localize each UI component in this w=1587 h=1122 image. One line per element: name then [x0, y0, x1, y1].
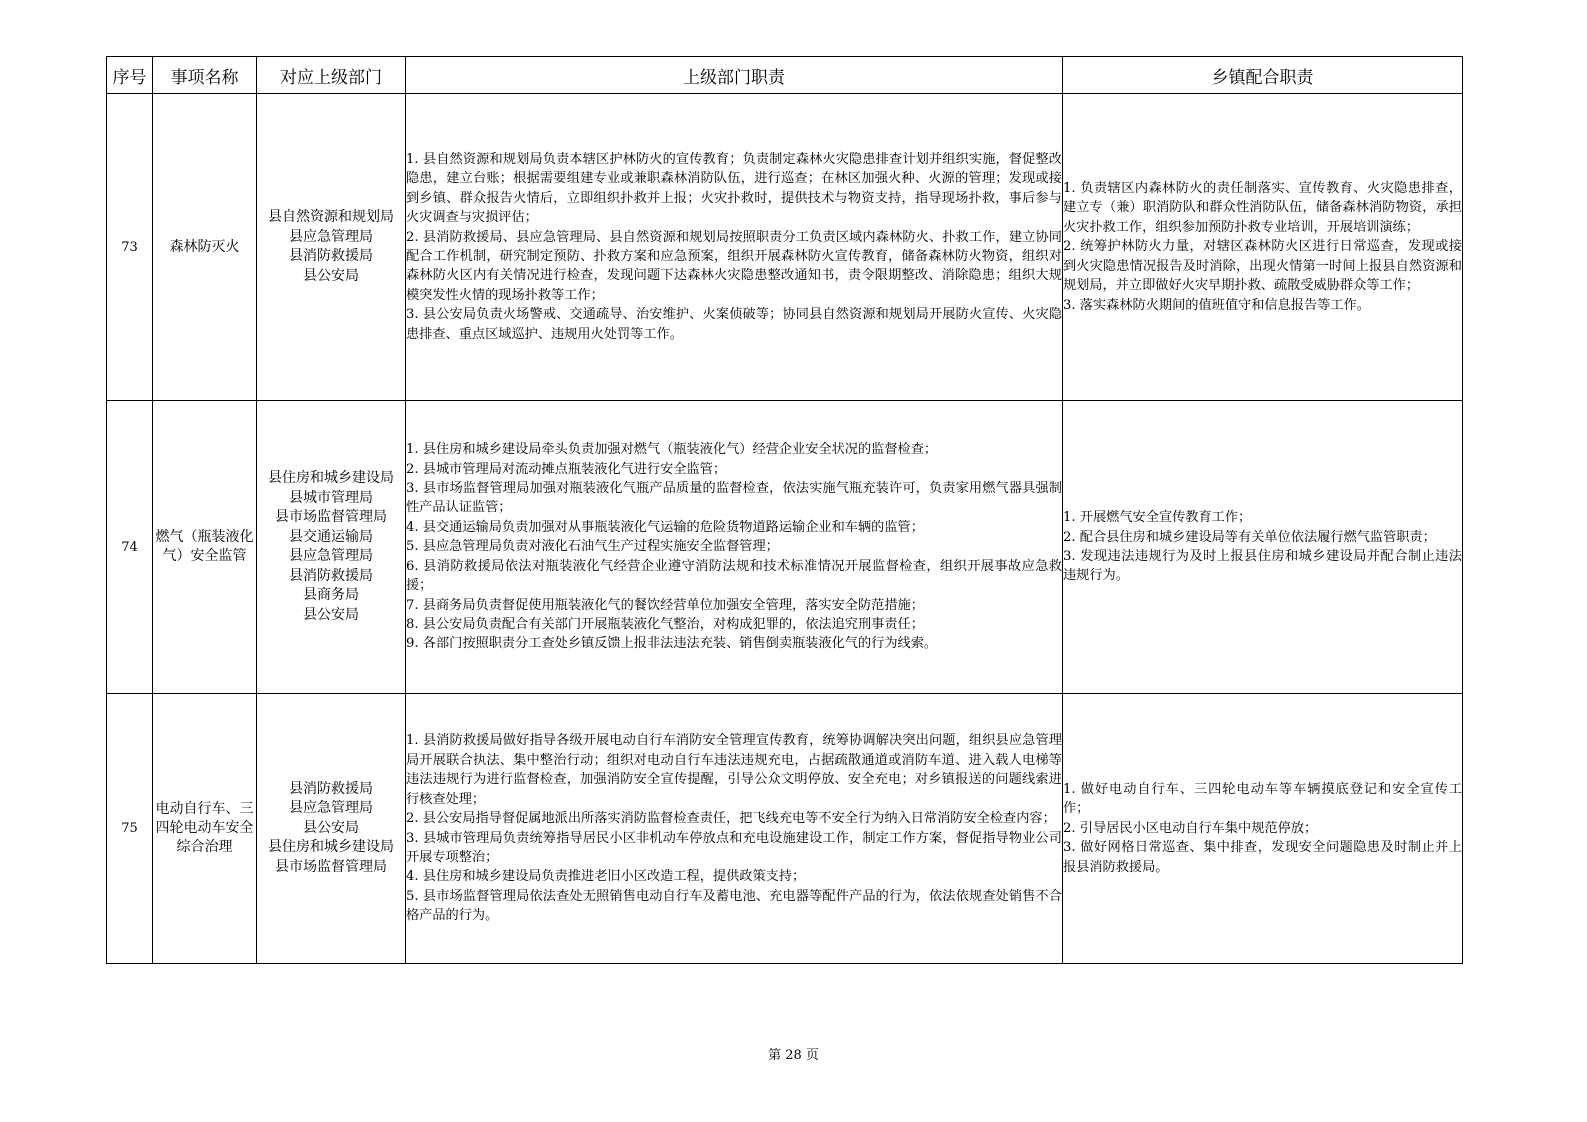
duty-item: 3. 县公安局负责火场警戒、交通疏导、治安维护、火案侦破等；协同县自然资源和规划局开展防火宣传、火灾隐患排查、重点区域巡护、违规用火处罚等工作。: [406, 307, 1062, 342]
duty-item: 2. 引导居民小区电动自行车集中规范停放；: [1063, 820, 1318, 836]
duty-item: 2. 统筹护林防火力量，对辖区森林防火区进行日常巡查，发现或接到火灾隐患情况报告及时消除，出现火情第一时间上报县自然资源和规划局，并立即做好火灾早期扑救、疏散受威胁群众等工作；: [1063, 239, 1462, 294]
duty-item: 6. 县消防救援局依法对瓶装液化气经营企业遵守消防法规和技术标准情况开展监督检查，组织开展事故应急救援；: [406, 558, 1062, 594]
dept-name: 县消防救援局: [289, 567, 373, 584]
duty-item: 4. 县交通运输局负责加强对从事瓶装液化气运输的危险货物道路运输企业和车辆的监管；: [406, 519, 924, 535]
dept-name: 县公安局: [303, 267, 359, 284]
row-item-name: 燃气（瓶装液化气）安全监管: [153, 401, 257, 694]
duty-item: 1. 做好电动自行车、三四轮电动车等车辆摸底登记和安全宣传工作；: [1063, 781, 1462, 817]
dept-name: 县应急管理局: [289, 800, 373, 817]
dept-name: 县消防救援局: [289, 780, 373, 797]
header-dept: 对应上级部门: [257, 57, 406, 94]
dept-name: 县应急管理局: [289, 548, 373, 564]
duty-item: 2. 县消防救援局、县应急管理局、县自然资源和规划局按照职责分工负责区域内森林防火、扑救工作，建立协同配合工作机制，研究制定预防、扑救方案和应急预案，组织开展森林防火宣传教育，储备森林防火物资，组织对森林防火区内有关情况进行检查，发现问题下达森林火灾隐患整改通知书，责令限期整改、消除隐患；组织大规模突发性火情的现场扑救等工作；: [406, 229, 1062, 303]
duty-item: 2. 县城市管理局对流动摊点瓶装液化气进行安全监管；: [406, 461, 727, 477]
duty-item: 1. 开展燃气安全宣传教育工作；: [1063, 510, 1252, 526]
duty-item: 1. 县住房和城乡建设局牵头负责加强对燃气（瓶装液化气）经营企业安全状况的监督检查；: [406, 442, 938, 458]
dept-name: 县住房和城乡建设局: [268, 470, 394, 486]
duty-item: 4. 县住房和城乡建设局负责推进老旧小区改造工程，提供政策支持；: [406, 869, 806, 885]
row-upper-duties: [406, 401, 1063, 694]
row-depts: [257, 694, 406, 964]
header-seq: 序号: [107, 57, 153, 94]
duty-item: 1. 县消防救援局做好指导各级开展电动自行车消防安全管理宣传教育，统筹协调解决突出问题，组织县应急管理局开展联合执法、集中整治行动；组织对电动自行车违法违规充电，占据疏散通道或消防车道、进入载人电梯等违法违规行为进行监督检查，加强消防安全宣传提醒，引导公众文明停放、安全充电；对乡镇报送的问题线索进行核查处理；: [406, 733, 1062, 807]
table-row: [107, 401, 1463, 694]
duty-item: 2. 配合县住房和城乡建设局等有关单位依法履行燃气监管职责；: [1063, 529, 1436, 545]
row-town-duties: [1063, 94, 1463, 401]
row-seq: 74: [107, 401, 153, 694]
duty-item: 3. 发现违法违规行为及时上报县住房和城乡建设局并配合制止违法违规行为。: [1063, 549, 1462, 584]
row-upper-duties: [406, 94, 1063, 401]
dept-name: 县市场监督管理局: [275, 858, 387, 875]
header-town-duties: 乡镇配合职责: [1063, 57, 1463, 94]
duty-item: 8. 县公安局负责配合有关部门开展瓶装液化气整治，对构成犯罪的，依法追究刑事责任；: [406, 616, 924, 632]
duty-item: 1. 负责辖区内森林防火的责任制落实、宣传教育、火灾隐患排查，建立专（兼）职消防队和群众性消防队伍，储备森林消防物资，承担火灾扑救工作，组织参加预防扑救专业培训，开展培训演练；: [1063, 181, 1462, 235]
dept-name: 县住房和城乡建设局: [268, 839, 394, 856]
duty-item: 3. 做好网格日常巡查、集中排查，发现安全问题隐患及时制止并上报县消防救援局。: [1063, 840, 1462, 875]
row-town-duties: [1063, 694, 1463, 964]
dept-name: 县公安局: [303, 606, 359, 623]
duty-item: 5. 县应急管理局负责对液化石油气生产过程实施安全监督管理；: [406, 539, 779, 555]
dept-name: 县自然资源和规划局: [268, 209, 394, 225]
dept-name: 县公安局: [303, 819, 359, 836]
duty-item: 3. 落实森林防火期间的值班值守和信息报告等工作。: [1063, 297, 1370, 313]
dept-name: 县应急管理局: [289, 228, 373, 245]
duty-item: 1. 县自然资源和规划局负责本辖区护林防火的宣传教育；负责制定森林火灾隐患排查计划并组织实施，督促整改隐患，建立台账；根据需要组建专业或兼职森林消防队伍，进行巡查；在林区加强火种、火源的管理；发现或接到乡镇、群众报告火情后，立即组织扑救并上报；火灾扑救时，提供技术与物资支持，指导现场扑救，事后参与火灾调查与灾损评估；: [406, 151, 1062, 226]
table-row: [107, 694, 1463, 964]
responsibility-table: [106, 56, 1463, 964]
row-depts: [257, 94, 406, 401]
duty-item: 3. 县城市管理局负责统筹指导居民小区非机动车停放点和充电设施建设工作，制定工作方案，督促指导物业公司开展专项整治；: [406, 830, 1062, 865]
header-row: [107, 57, 1463, 94]
row-town-duties: [1063, 401, 1463, 694]
dept-name: 县市场监督管理局: [275, 509, 387, 525]
dept-name: 县城市管理局: [289, 489, 373, 506]
row-upper-duties: [406, 694, 1063, 964]
duty-item: 5. 县市场监督管理局依法查处无照销售电动自行车及蓄电池、充电器等配件产品的行为，依法依规查处销售不合格产品的行为。: [406, 888, 1062, 924]
duty-item: 2. 县公安局指导督促属地派出所落实消防监督检查责任，把飞线充电等不安全行为纳入日常消防安全检查内容；: [406, 811, 1056, 827]
duty-item: 3. 县市场监督管理局加强对瓶装液化气瓶产品质量的监督检查，依法实施气瓶充装许可，负责家用燃气器具强制性产品认证监管；: [406, 481, 1062, 516]
duty-item: 9. 各部门按照职责分工查处乡镇反馈上报非法违法充装、销售倒卖瓶装液化气的行为线索。: [406, 636, 938, 652]
duty-item: 7. 县商务局负责督促使用瓶装液化气的餐饮经营单位加强安全管理，落实安全防范措施；: [406, 597, 924, 613]
row-seq: 75: [107, 694, 153, 964]
row-depts: [257, 401, 406, 694]
row-item-name: 电动自行车、三四轮电动车安全综合治理: [153, 694, 257, 964]
row-item-name: 森林防灭火: [153, 94, 257, 401]
dept-name: 县商务局: [303, 587, 359, 603]
header-item-name: 事项名称: [153, 57, 257, 94]
table-row: [107, 94, 1463, 401]
dept-name: 县交通运输局: [289, 528, 373, 545]
header-upper-duties: 上级部门职责: [406, 57, 1063, 94]
row-seq: 73: [107, 94, 153, 401]
dept-name: 县消防救援局: [289, 248, 373, 264]
page-number: 第 28 页: [768, 1048, 819, 1063]
